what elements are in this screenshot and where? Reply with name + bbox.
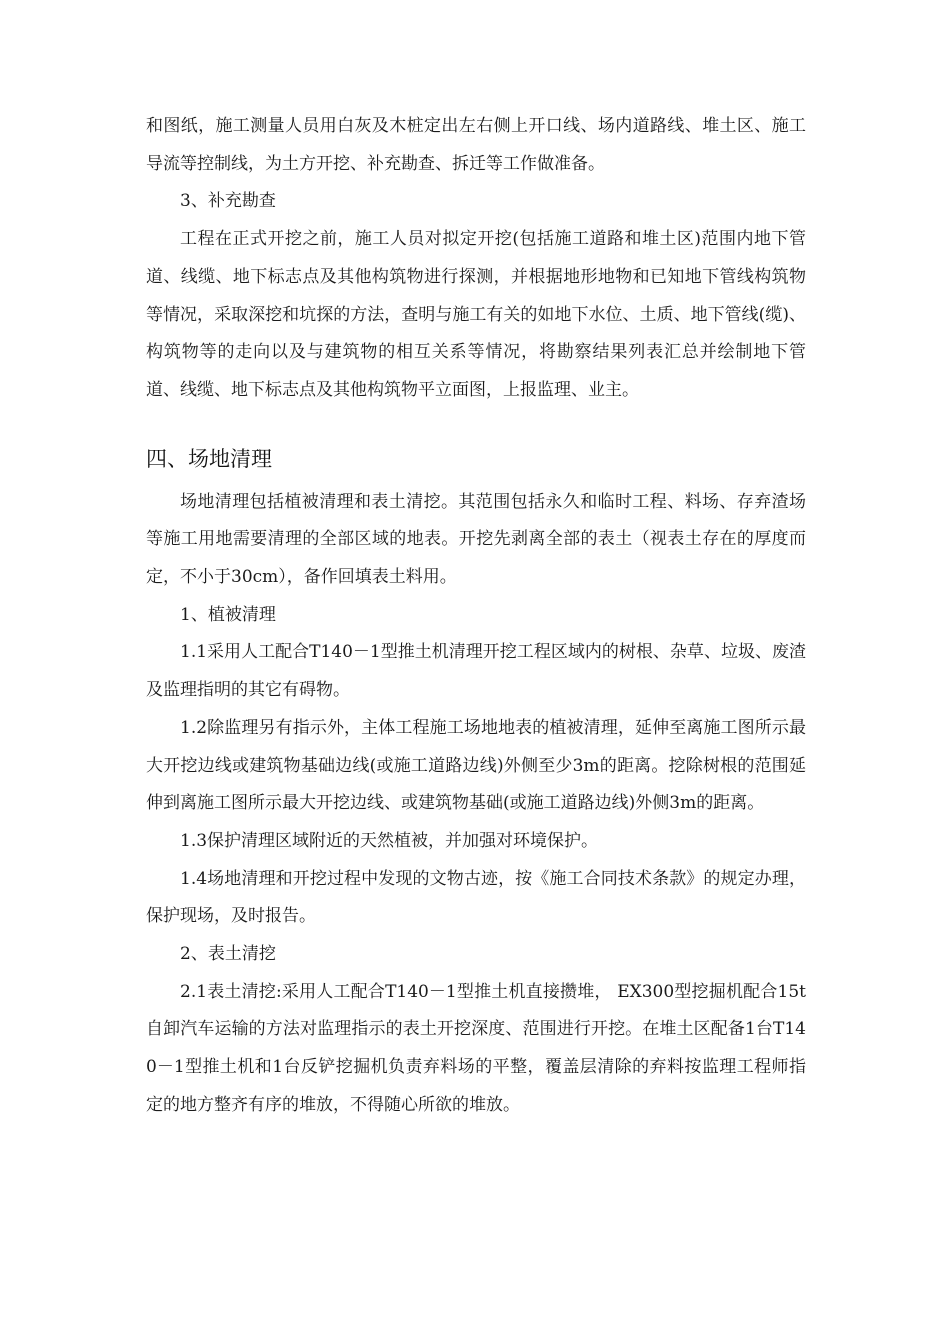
subheading-topsoil-excavation: 2、表土清挖 bbox=[180, 944, 276, 965]
paragraph-survey-details: 工程在正式开挖之前，施工人员对拟定开挖(包括施工道路和堆土区)范围内地下管道、线缆、地下标志点及其他构筑物进行探测，并根据地形地物和已知地下管线构筑物等情况，采取深挖和坑探的方法，查明与施工有关的如地下水位、土质、地下管线(缆)、构筑物等的走向以及与建筑物的相互关系等情况，将勘察结果列表汇总并绘制地下管道、线缆、地下标志点及其他构筑物平立面图，上报监理、业主。 bbox=[146, 229, 806, 400]
paragraph-item-1-2: 1.2除监理另有指示外，主体工程施工场地地表的植被清理，延伸至离施工图所示最大开挖边线或建筑物基础边线(或施工道路边线)外侧至少3m的距离。挖除树根的范围延伸到离施工图所示最大开挖边线、或建筑物基础(或施工道路边线)外侧3m的距离。 bbox=[146, 717, 806, 814]
paragraph-site-clearing-intro: 场地清理包括植被清理和表土清挖。其范围包括永久和临时工程、料场、存弃渣场等施工用地需要清理的全部区域的地表。开挖先剥离全部的表土（视表土存在的厚度而定，不小于30cm），备作回填表土料用。 bbox=[146, 491, 806, 588]
document-body bbox=[146, 108, 806, 1125]
paragraph-continuation: 和图纸，施工测量人员用白灰及木桩定出左右侧上开口线、场内道路线、堆土区、施工导流等控制线，为土方开挖、补充勘查、拆迁等工作做准备。 bbox=[146, 116, 806, 174]
paragraph-item-1-3: 1.3保护清理区域附近的天然植被，并加强对环境保护。 bbox=[180, 830, 599, 851]
subheading-vegetation-clearing: 1、植被清理 bbox=[180, 604, 276, 625]
paragraph-item-2-1: 2.1表土清挖:采用人工配合T140－1型推土机直接攒堆， EX300型挖掘机配合15t自卸汽车运输的方法对监理指示的表土开挖深度、范围进行开挖。在堆土区配备1台T140－1型推土机和1台反铲挖掘机负责弃料场的平整，覆盖层清除的弃料按监理工程师指定的地方整齐有序的堆放，不得随心所欲的堆放。 bbox=[146, 981, 806, 1115]
paragraph-item-1-1: 1.1采用人工配合T140－1型推土机清理开挖工程区域内的树根、杂草、垃圾、废渣及监理指明的其它有碍物。 bbox=[146, 642, 806, 701]
subheading-supplementary-survey: 3、补充勘查 bbox=[180, 191, 276, 212]
section-heading: 四、场地清理 bbox=[146, 446, 272, 471]
paragraph-item-1-4: 1.4场地清理和开挖过程中发现的文物古迹，按《施工合同技术条款》的规定办理，保护现场，及时报告。 bbox=[146, 868, 806, 927]
